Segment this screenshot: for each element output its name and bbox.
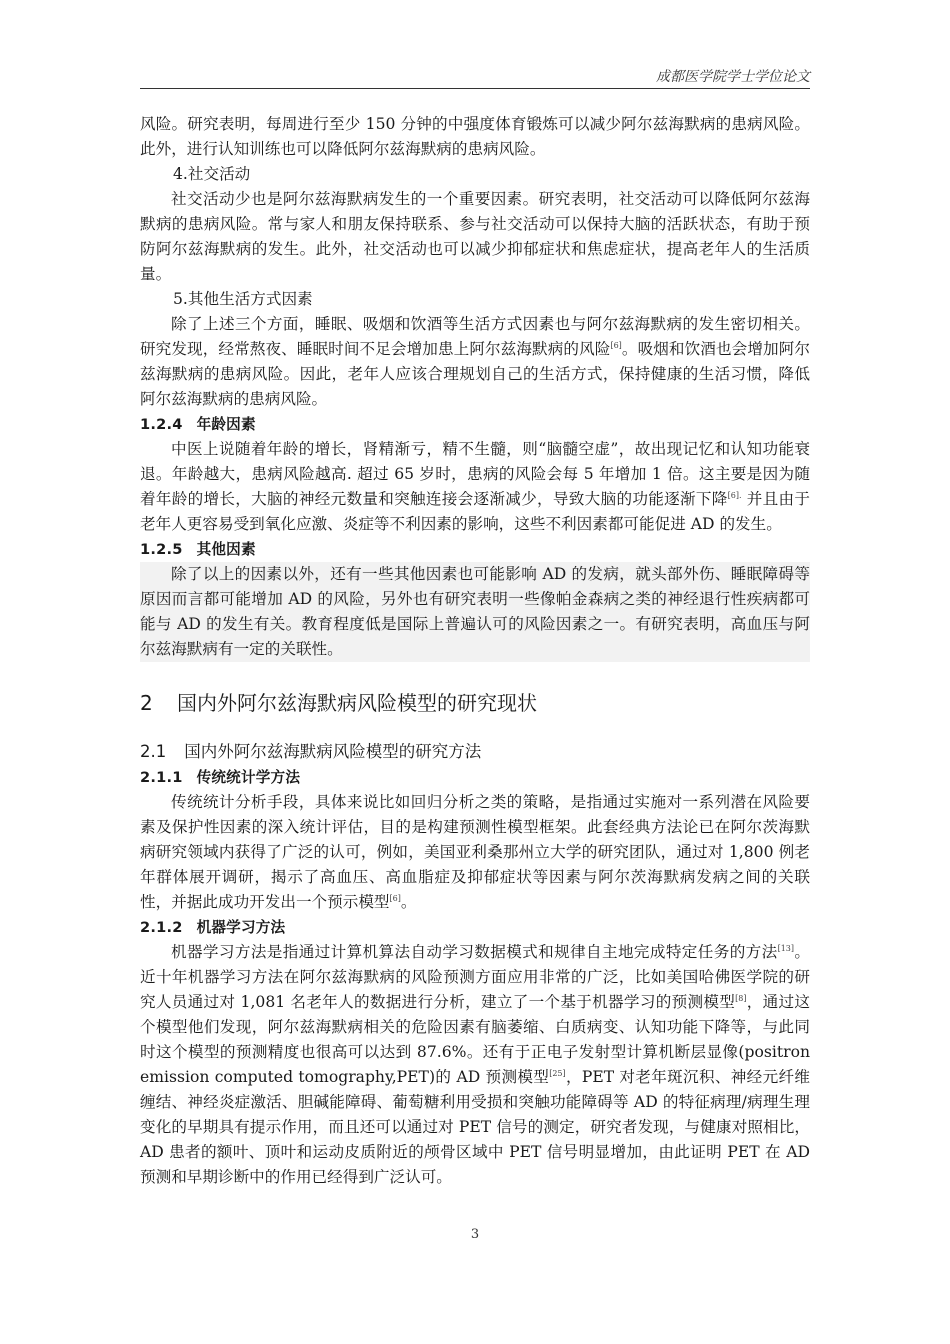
- section-title: 传统统计学方法: [196, 769, 301, 786]
- header-rule: [140, 88, 810, 89]
- paragraph-lifestyle: [140, 312, 810, 412]
- page-number: 3: [470, 1227, 480, 1242]
- section-heading-2-1-2: [140, 915, 810, 940]
- text: ，PET 对老年斑沉积、神经元纤维缠结、神经炎症激活、胆碱能障碍、葡萄糖利用受损和突触功能障碍等 AD 的特征病理/病理生理变化的早期具有提示作用，而且还可以通过对 PET 信号的测定，研究者发现，与健康对照相比，AD 患者的额叶、顶叶和运动皮质附近的颅骨区域中 PET 信号明显增加，由此证明 PET 在 AD 预测和早期诊断中的作用已经得到广泛认可。: [140, 1068, 810, 1186]
- paragraph-statistical-methods: [140, 790, 810, 915]
- citation: [6]: [389, 894, 401, 903]
- text: 。吸烟和饮酒也会增加阿尔兹海默病的患病风险。因此，老年人应该合理规划自己的生活方式，保持健康的生活习惯，降低阿尔兹海默病的患病风险。: [140, 340, 810, 408]
- section-number: 2.1: [140, 742, 167, 761]
- citation: [8]: [735, 994, 747, 1003]
- list-item-social-activity: 4.社交活动: [173, 165, 251, 183]
- text: 并且由于老年人更容易受到氧化应激、炎症等不利因素的影响，这些不利因素都可能促进 AD 的发生。: [140, 490, 810, 533]
- section-title: 机器学习方法: [196, 919, 286, 936]
- list-item-other-lifestyle: 5.其他生活方式因素: [173, 290, 313, 308]
- section-heading-2-1: [140, 738, 810, 765]
- section-number: 1.2.5: [140, 541, 183, 558]
- section-heading-1-2-5: [140, 537, 810, 562]
- section-number: 1.2.4: [140, 416, 183, 433]
- section-title: 国内外阿尔兹海默病风险模型的研究方法: [184, 742, 482, 761]
- citation: [25]: [549, 1069, 566, 1078]
- section-heading-1-2-4: [140, 412, 810, 437]
- section-title: 年龄因素: [196, 416, 256, 433]
- citation: [6]: [610, 341, 622, 350]
- text: 。近十年机器学习方法在阿尔兹海默病的风险预测方面应用非常的广泛，比如美国哈佛医学院的研究人员通过对 1,081 名老年人的数据进行分析，建立了一个基于机器学习的预测模型: [140, 943, 810, 1011]
- chapter-number: 2: [140, 691, 153, 715]
- paragraph-other-factors: 除了以上的因素以外，还有一些其他因素也可能影响 AD 的发病，就头部外伤、睡眠障碍等原因而言都可能增加 AD 的风险，另外也有研究表明一些像帕金森病之类的神经退行性疾病都可能与 AD 的发生有关。教育程度低是国际上普遍认可的风险因素之一。有研究表明，高血压与阿尔兹海默病有一定的关联性。: [140, 562, 810, 662]
- paragraph-exercise-risk: 风险。研究表明，每周进行至少 150 分钟的中强度体育锻炼可以减少阿尔兹海默病的患病风险。此外，进行认知训练也可以降低阿尔兹海默病的患病风险。: [140, 115, 810, 158]
- paragraph-machine-learning: [140, 940, 810, 1190]
- text: ，通过这个模型他们发现，阿尔兹海默病相关的危险因素有脑萎缩、白质病变、认知功能下降等，与此同时这个模型的预测精度也很高可以达到 87.6%。还有于正电子发射型计算机断层显像(positron emission computed tomography,PET)的 AD 预测模型: [140, 993, 810, 1086]
- chapter-title: 国内外阿尔兹海默病风险模型的研究现状: [177, 691, 537, 715]
- section-number: 2.1.2: [140, 919, 183, 936]
- page-body: [140, 112, 810, 1190]
- paragraph-age: [140, 437, 810, 537]
- paragraph-social-activity: 社交活动少也是阿尔兹海默病发生的一个重要因素。研究表明，社交活动可以降低阿尔兹海默病的患病风险。常与家人和朋友保持联系、参与社交活动可以保持大脑的活跃状态，有助于预防阿尔兹海默病的发生。此外，社交活动也可以减少抑郁症状和焦虑症状，提高老年人的生活质量。: [140, 190, 810, 283]
- running-header: 成都医学院学士学位论文: [656, 69, 810, 85]
- section-heading-2-1-1: [140, 765, 810, 790]
- chapter-heading-2: [140, 688, 810, 718]
- text: 除了上述三个方面，睡眠、吸烟和饮酒等生活方式因素也与阿尔兹海默病的发生密切相关。研究发现，经常熬夜、睡眠时间不足会增加患上阿尔兹海默病的风险: [140, 315, 810, 358]
- text: 。: [400, 893, 417, 911]
- text: 机器学习方法是指通过计算机算法自动学习数据模式和规律自主地完成特定任务的方法: [171, 943, 778, 961]
- citation: [6].: [727, 491, 742, 500]
- section-title: 其他因素: [196, 541, 256, 558]
- citation: [13]: [777, 944, 795, 953]
- text: 传统统计分析手段，具体来说比如回归分析之类的策略，是指通过实施对一系列潜在风险要素及保护性因素的深入统计评估，目的是构建预测性模型框架。此套经典方法论已在阿尔茨海默病研究领域内获得了广泛的认可，例如，美国亚利桑那州立大学的研究团队，通过对 1,800 例老年群体展开调研，揭示了高血压、高血脂症及抑郁症状等因素与阿尔茨海默病发病之间的关联性，并据此成功开发出一个预示模型: [140, 793, 810, 911]
- text: 中医上说随着年龄的增长，肾精渐亏，精不生髓，则“脑髓空虚”，故出现记忆和认知功能衰退。年龄越大，患病风险越高. 超过 65 岁时，患病的风险会每 5 年增加 1 倍。这主要是因为随着年龄的增长，大脑的神经元数量和突触连接会逐渐减少，导致大脑的功能逐渐下降: [140, 440, 810, 508]
- section-number: 2.1.1: [140, 769, 183, 786]
